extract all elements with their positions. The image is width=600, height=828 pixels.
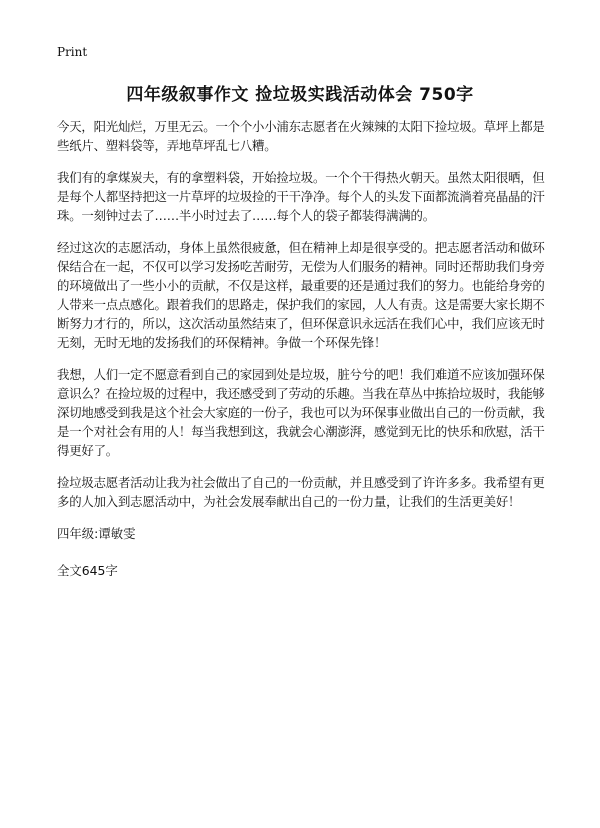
print-link[interactable]: Print xyxy=(57,45,88,59)
author-line: 四年级:谭敏雯 xyxy=(57,526,136,541)
paragraph-5: 捡垃圾志愿者活动让我为社会做出了自己的一份贡献，并且感受到了许许多多。我希望有更多的人加入到志愿活动中，为社会发展奉献出自己的一份力量，让我们的生活更美好！ xyxy=(57,475,545,509)
paragraph-3: 经过这次的志愿活动，身体上虽然很疲惫，但在精神上却是很享受的。把志愿者活动和做环保结合在一起，不仅可以学习发扬吃苦耐劳，无偿为人们服务的精神。同时还帮助我们身旁的环境做出了一些小小的贡献，不仅是这样，最重要的还是通过我们的努力。也能给身旁的人带来一点点感化。跟着我们的思路走，保护我们的家园，人人有责。这是需要大家长期不断努力才行的，所以，这次活动虽然结束了，但环保意识永远活在我们心中，我们应该无时无刻，无时无地的发扬我们的环保精神。争做一个环保先锋！ xyxy=(57,240,545,350)
word-count: 全文645字 xyxy=(57,563,118,578)
paragraph-4: 我想，人们一定不愿意看到自己的家园到处是垃圾，脏兮兮的吧！我们难道不应该加强环保意识么？在捡垃圾的过程中，我还感受到了劳动的乐趣。当我在草丛中拣拾垃圾时，我能够深切地感受到我是这个社会大家庭的一份子，我也可以为环保事业做出自己的一份贡献，我是一个对社会有用的人！每当我想到这，我就会心潮澎湃，感觉到无比的快乐和欣慰，活干得更好了。 xyxy=(57,367,545,458)
article-body xyxy=(57,117,551,598)
paragraph-2: 我们有的拿煤炭夫，有的拿塑料袋，开始捡垃圾。一个个干得热火朝天。虽然太阳很晒，但是每个人都坚持把这一片草坪的垃圾捡的干干净净。每个人的头发下面都流淌着亮晶晶的汗珠。一刻钟过去了……半小时过去了……每个人的袋子都装得满满的。 xyxy=(57,170,545,223)
article-title: 四年级叙事作文 捡垃圾实践活动体会 750字 xyxy=(126,85,474,105)
paragraph-1: 今天，阳光灿烂，万里无云。一个个小小浦东志愿者在火辣辣的太阳下捡垃圾。草坪上都是些纸片、塑料袋等，弄地草坪乱七八糟。 xyxy=(57,119,545,153)
